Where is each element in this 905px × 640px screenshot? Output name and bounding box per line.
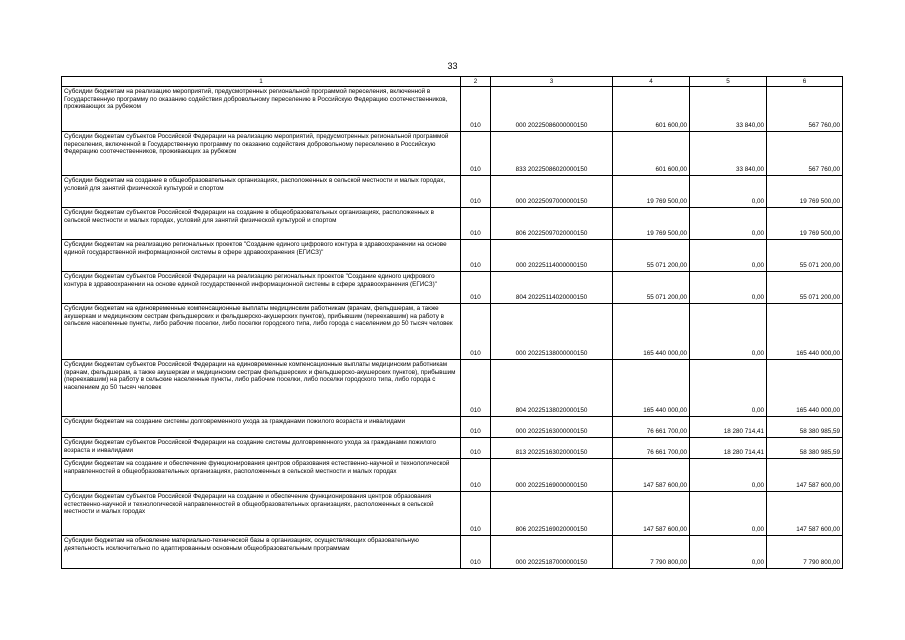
approved-amount: 19 769 500,00 <box>613 176 690 208</box>
approved-amount: 55 071 200,00 <box>613 240 690 272</box>
budget-classification-code: 000 20225187000000150 <box>491 536 613 569</box>
budget-classification-code: 000 20225086000000150 <box>491 87 613 132</box>
unexecuted-amount: 58 380 985,59 <box>767 438 843 459</box>
table-row <box>62 536 843 569</box>
page-number: 33 <box>447 61 458 71</box>
unexecuted-amount: 147 587 600,00 <box>767 459 843 492</box>
table-row <box>62 492 843 536</box>
executed-amount: 33 840,00 <box>690 132 767 176</box>
executed-amount: 18 280 714,41 <box>690 438 767 459</box>
unexecuted-amount: 7 790 800,00 <box>767 536 843 569</box>
approved-amount: 601 600,00 <box>613 132 690 176</box>
line-code: 010 <box>461 417 491 438</box>
row-description: Субсидии бюджетам на реализацию мероприятий, предусмотренных региональной программой переселения, включенной в Государственную программу по оказанию содействия добровольному переселению в Российскую Федерацию соотечественников, проживающих за рубежом <box>62 87 461 132</box>
line-code: 010 <box>461 304 491 360</box>
line-code: 010 <box>461 536 491 569</box>
budget-classification-code: 804 20225114020000150 <box>491 272 613 304</box>
line-code: 010 <box>461 360 491 417</box>
table-row <box>62 176 843 208</box>
row-description: Субсидии бюджетам на обновление материально-технической базы в организациях, осуществляющих образовательную деятельность исключительно по адаптированным основным общеобразовательным программам <box>62 536 461 569</box>
unexecuted-amount: 55 071 200,00 <box>767 272 843 304</box>
budget-classification-code: 833 20225086020000150 <box>491 132 613 176</box>
budget-classification-code: 000 20225169000000150 <box>491 459 613 492</box>
executed-amount: 0,00 <box>690 208 767 240</box>
table-row <box>62 417 843 438</box>
budget-classification-code: 000 20225097000000150 <box>491 176 613 208</box>
unexecuted-amount: 567 760,00 <box>767 132 843 176</box>
column-header: 4 <box>613 77 690 87</box>
approved-amount: 147 587 600,00 <box>613 459 690 492</box>
column-header: 3 <box>491 77 613 87</box>
column-header: 2 <box>461 77 491 87</box>
approved-amount: 19 769 500,00 <box>613 208 690 240</box>
line-code: 010 <box>461 459 491 492</box>
line-code: 010 <box>461 240 491 272</box>
executed-amount: 0,00 <box>690 304 767 360</box>
row-description: Субсидии бюджетам на создание системы долговременного ухода за гражданами пожилого возраста и инвалидами <box>62 417 461 438</box>
row-description: Субсидии бюджетам субъектов Российской Федерации на создание и обеспечение функционирования центров образования естественно-научной и технологической направленностей в общеобразовательных организациях, расположенных в сельской местности и малых городах <box>62 492 461 536</box>
table-row <box>62 240 843 272</box>
unexecuted-amount: 567 760,00 <box>767 87 843 132</box>
budget-classification-code: 000 20225138000000150 <box>491 304 613 360</box>
unexecuted-amount: 58 380 985,59 <box>767 417 843 438</box>
approved-amount: 601 600,00 <box>613 87 690 132</box>
budget-classification-code: 000 20225163000000150 <box>491 417 613 438</box>
budget-classification-code: 813 20225163020000150 <box>491 438 613 459</box>
row-description: Субсидии бюджетам на создание и обеспечение функционирования центров образования естественно-научной и технологической направленностей в общеобразовательных организациях, расположенных в сельской местности и малых городах <box>62 459 461 492</box>
budget-classification-code: 806 20225097020000150 <box>491 208 613 240</box>
column-header: 1 <box>62 77 461 87</box>
executed-amount: 0,00 <box>690 240 767 272</box>
table-row <box>62 132 843 176</box>
line-code: 010 <box>461 492 491 536</box>
unexecuted-amount: 19 769 500,00 <box>767 176 843 208</box>
row-description: Субсидии бюджетам на создание в общеобразовательных организациях, расположенных в сельской местности и малых городах, условий для занятий физической культурой и спортом <box>62 176 461 208</box>
table-row <box>62 459 843 492</box>
line-code: 010 <box>461 208 491 240</box>
column-header: 5 <box>690 77 767 87</box>
executed-amount: 0,00 <box>690 360 767 417</box>
table-row <box>62 272 843 304</box>
executed-amount: 0,00 <box>690 272 767 304</box>
row-description: Субсидии бюджетам субъектов Российской Федерации на единовременные компенсационные выплаты медицинским работникам (врачам, фельдшерам, а также акушеркам и медицинским сестрам фельдшерских и фельдшерско-акушерских пунктов), прибывшим (переехавшим) на работу в сельские населенные пункты, либо рабочие поселки, либо поселки городского типа, либо города с населением до 50 тысяч человек <box>62 360 461 417</box>
row-description: Субсидии бюджетам на реализацию региональных проектов "Создание единого цифрового контура в здравоохранении на основе единой государственной информационной системы в сфере здравоохранения (ЕГИСЗ)" <box>62 240 461 272</box>
approved-amount: 7 790 800,00 <box>613 536 690 569</box>
executed-amount: 18 280 714,41 <box>690 417 767 438</box>
unexecuted-amount: 165 440 000,00 <box>767 304 843 360</box>
unexecuted-amount: 165 440 000,00 <box>767 360 843 417</box>
row-description: Субсидии бюджетам субъектов Российской Федерации на реализацию мероприятий, предусмотренных региональной программой переселения, включенной в Государственную программу по оказанию содействия добровольному переселению в Российскую Федерацию соотечественников, проживающих за рубежом <box>62 132 461 176</box>
budget-classification-code: 804 20225138020000150 <box>491 360 613 417</box>
approved-amount: 147 587 600,00 <box>613 492 690 536</box>
column-header: 6 <box>767 77 843 87</box>
unexecuted-amount: 147 587 600,00 <box>767 492 843 536</box>
budget-table <box>61 76 843 569</box>
line-code: 010 <box>461 438 491 459</box>
executed-amount: 0,00 <box>690 459 767 492</box>
table-row <box>62 304 843 360</box>
line-code: 010 <box>461 272 491 304</box>
budget-classification-code: 806 20225169020000150 <box>491 492 613 536</box>
table-row <box>62 87 843 132</box>
line-code: 010 <box>461 87 491 132</box>
executed-amount: 0,00 <box>690 492 767 536</box>
unexecuted-amount: 19 769 500,00 <box>767 208 843 240</box>
approved-amount: 165 440 000,00 <box>613 304 690 360</box>
line-code: 010 <box>461 132 491 176</box>
executed-amount: 33 840,00 <box>690 87 767 132</box>
table-row <box>62 360 843 417</box>
approved-amount: 76 661 700,00 <box>613 417 690 438</box>
unexecuted-amount: 55 071 200,00 <box>767 240 843 272</box>
row-description: Субсидии бюджетам субъектов Российской Федерации на реализацию региональных проектов "Создание единого цифрового контура в здравоохранении на основе единой государственной информационной системы в сфере здравоохранения (ЕГИСЗ)" <box>62 272 461 304</box>
budget-classification-code: 000 20225114000000150 <box>491 240 613 272</box>
approved-amount: 55 071 200,00 <box>613 272 690 304</box>
approved-amount: 76 661 700,00 <box>613 438 690 459</box>
executed-amount: 0,00 <box>690 536 767 569</box>
executed-amount: 0,00 <box>690 176 767 208</box>
table-row <box>62 208 843 240</box>
row-description: Субсидии бюджетам на единовременные компенсационные выплаты медицинским работникам (врачам, фельдшерам, а также акушеркам и медицинским сестрам фельдшерских и фельдшерско-акушерских пунктов), прибывшим (переехавшим) на работу в сельские населенные пункты, либо рабочие поселки, либо поселки городского типа, либо города с населением до 50 тысяч человек <box>62 304 461 360</box>
line-code: 010 <box>461 176 491 208</box>
table-row <box>62 438 843 459</box>
header-row <box>62 77 843 87</box>
approved-amount: 165 440 000,00 <box>613 360 690 417</box>
row-description: Субсидии бюджетам субъектов Российской Федерации на создание системы долговременного ухода за гражданами пожилого возраста и инвалидами <box>62 438 461 459</box>
row-description: Субсидии бюджетам субъектов Российской Федерации на создание в общеобразовательных организациях, расположенных в сельской местности и малых городах, условий для занятий физической культурой и спортом <box>62 208 461 240</box>
